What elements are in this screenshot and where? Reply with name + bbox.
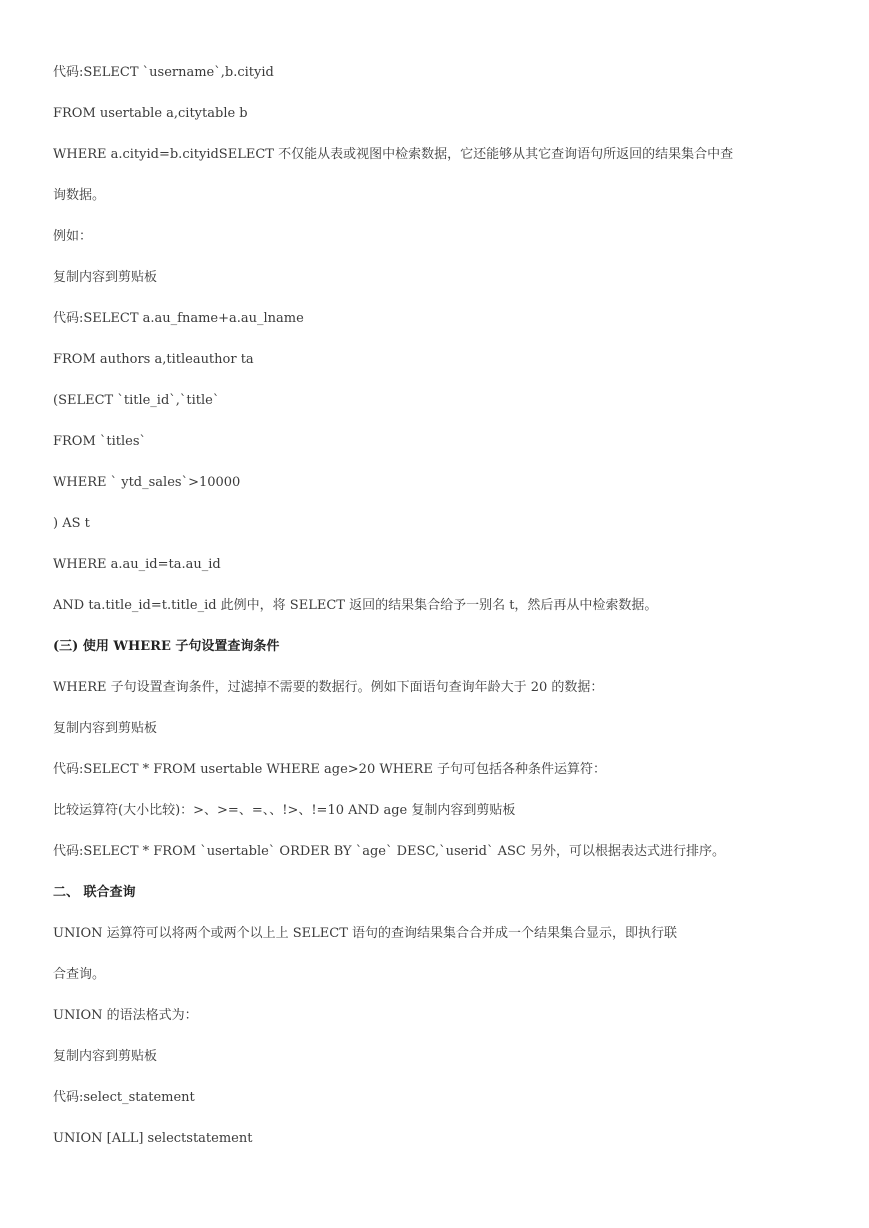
line-4: 询数据。: [53, 188, 106, 203]
line-19: 比较运算符(大小比较)：>、>=、=、、!>、!=10 AND age 复制内容到剪贴板: [53, 803, 516, 818]
line-14: AND ta.title_id=t.title_id 此例中，将 SELECT 返回的结果集合给予一别名 t，然后再从中检索数据。: [53, 598, 658, 613]
line-6: 复制内容到剪贴板: [53, 270, 158, 285]
line-7: 代码:SELECT a.au_fname+a.au_lname: [53, 311, 304, 326]
line-26: 代码:select_statement: [53, 1090, 195, 1105]
line-2: FROM usertable a,citytable b: [53, 106, 248, 121]
section-heading-union: 二、 联合查询: [53, 885, 136, 900]
line-3: WHERE a.cityid=b.cityidSELECT 不仅能从表或视图中检索数据，它还能够从其它查询语句所返回的结果集合中查: [53, 147, 734, 162]
line-11: WHERE ` ytd_sales`>10000: [53, 475, 241, 490]
line-9: (SELECT `title_id`,`title`: [53, 393, 220, 408]
line-18: 代码:SELECT * FROM usertable WHERE age>20 WHERE 子句可包括各种条件运算符：: [53, 762, 606, 777]
line-25: 复制内容到剪贴板: [53, 1049, 158, 1064]
section-heading-where: (三) 使用 WHERE 子句设置查询条件: [53, 639, 280, 654]
line-24: UNION 的语法格式为：: [53, 1008, 198, 1023]
line-22: UNION 运算符可以将两个或两个以上上 SELECT 语句的查询结果集合合并成一个结果集合显示，即执行联: [53, 926, 678, 941]
line-27: UNION [ALL] selectstatement: [53, 1131, 253, 1146]
line-20: 代码:SELECT * FROM `usertable` ORDER BY `age` DESC,`userid` ASC 另外，可以根据表达式进行排序。: [53, 844, 726, 859]
line-16: WHERE 子句设置查询条件，过滤掉不需要的数据行。例如下面语句查询年龄大于 20 的数据：: [53, 680, 604, 695]
line-13: WHERE a.au_id=ta.au_id: [53, 557, 221, 572]
line-12: ) AS t: [53, 516, 90, 531]
line-8: FROM authors a,titleauthor ta: [53, 352, 254, 367]
line-10: FROM `titles`: [53, 434, 147, 449]
line-23: 合查询。: [53, 967, 106, 982]
line-17: 复制内容到剪贴板: [53, 721, 158, 736]
line-1: 代码:SELECT `username`,b.cityid: [53, 65, 274, 80]
line-5: 例如：: [53, 229, 93, 244]
